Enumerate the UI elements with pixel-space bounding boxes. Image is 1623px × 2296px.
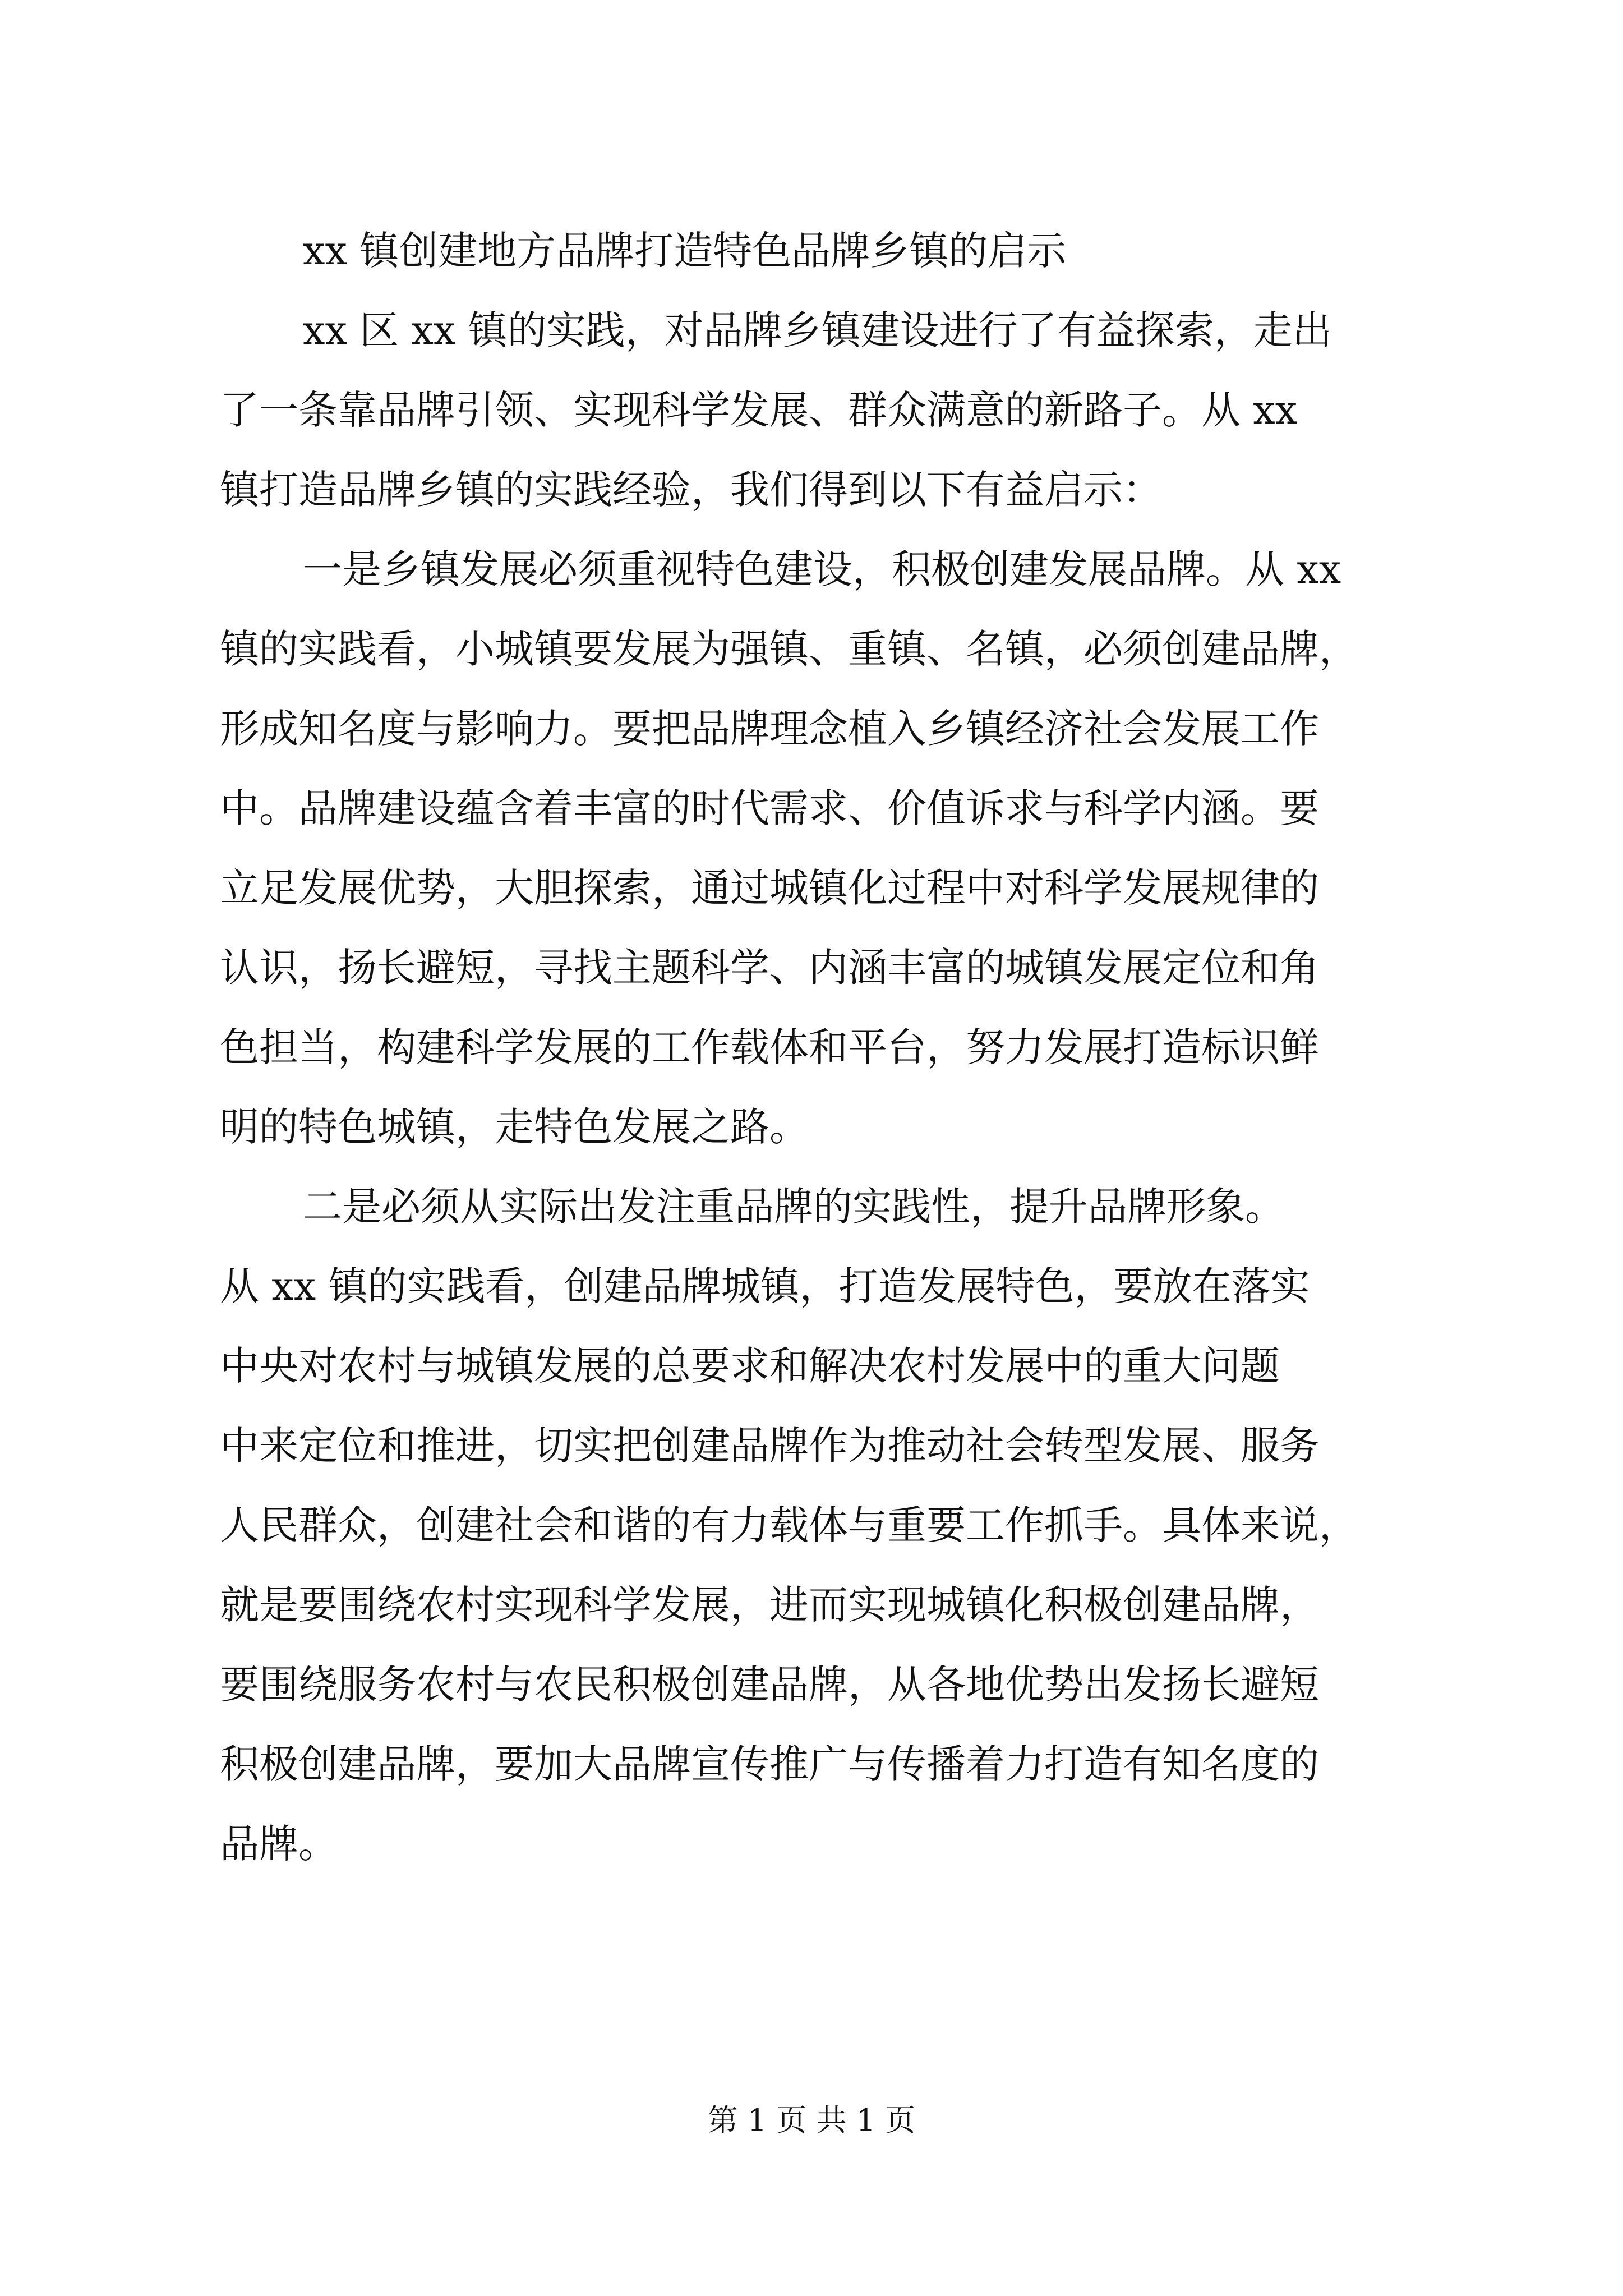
paragraph-2-line-3: 形成知名度与影响力。要把品牌理念植入乡镇经济社会发展工作 — [220, 706, 1319, 752]
paragraph-1-line-2: 了一条靠品牌引领、实现科学发展、群众满意的新路子。从 xx — [220, 387, 1298, 433]
paragraph-2-line-6: 认识，扬长避短，寻找主题科学、内涵丰富的城镇发展定位和角 — [220, 945, 1319, 991]
document-title: xx 镇创建地方品牌打造特色品牌乡镇的启示 — [303, 228, 1067, 274]
paragraph-2-line-1: 一是乡镇发展必须重视特色建设，积极创建发展品牌。从 xx — [303, 546, 1341, 592]
paragraph-3-line-5: 人民群众，创建社会和谐的有力载体与重要工作抓手。具体来说， — [220, 1502, 1358, 1548]
paragraph-3-line-1: 二是必须从实际出发注重品牌的实践性，提升品牌形象。 — [303, 1184, 1284, 1230]
paragraph-1-line-1: xx 区 xx 镇的实践，对品牌乡镇建设进行了有益探索，走出 — [303, 307, 1332, 353]
paragraph-3-line-2: 从 xx 镇的实践看，创建品牌城镇，打造发展特色，要放在落实 — [220, 1263, 1310, 1309]
paragraph-2-line-8: 明的特色城镇，走特色发展之路。 — [220, 1104, 809, 1150]
paragraph-3-line-8: 积极创建品牌，要加大品牌宣传推广与传播着力打造有知名度的 — [220, 1741, 1319, 1787]
paragraph-2-line-2: 镇的实践看，小城镇要发展为强镇、重镇、名镇，必须创建品牌， — [220, 626, 1358, 672]
paragraph-2-line-5: 立足发展优势，大胆探索，通过城镇化过程中对科学发展规律的 — [220, 865, 1319, 911]
page-number-footer: 第 1 页 共 1 页 — [707, 2102, 916, 2138]
paragraph-3-line-4: 中来定位和推进，切实把创建品牌作为推动社会转型发展、服务 — [220, 1423, 1319, 1469]
paragraph-1-line-3: 镇打造品牌乡镇的实践经验，我们得到以下有益启示： — [220, 467, 1162, 513]
paragraph-3-line-6: 就是要围绕农村实现科学发展，进而实现城镇化积极创建品牌， — [220, 1582, 1319, 1628]
paragraph-2-line-7: 色担当，构建科学发展的工作载体和平台，努力发展打造标识鲜 — [220, 1024, 1319, 1070]
paragraph-3-line-9: 品牌。 — [220, 1821, 338, 1867]
paragraph-3-line-3: 中央对农村与城镇发展的总要求和解决农村发展中的重大问题 — [220, 1343, 1280, 1389]
paragraph-3-line-7: 要围绕服务农村与农民积极创建品牌，从各地优势出发扬长避短 — [220, 1662, 1319, 1708]
paragraph-2-line-4: 中。品牌建设蕴含着丰富的时代需求、价值诉求与科学内涵。要 — [220, 785, 1319, 831]
